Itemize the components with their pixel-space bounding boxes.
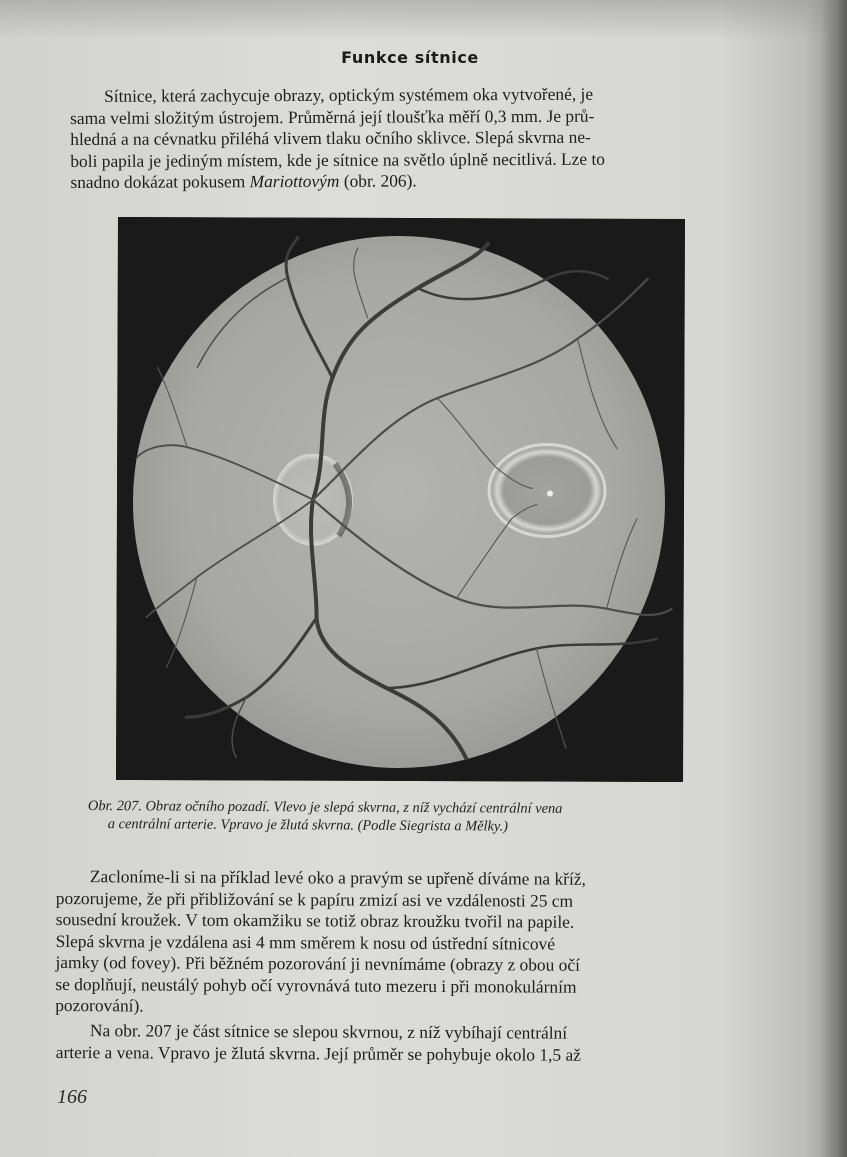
caption-text: Obraz očního pozadí. Vlevo je slepá skvrna, z níž vychází centrální vena xyxy=(145,798,563,817)
text-line: se doplňují, neustálý pohyb očí vyrovnává tuto mezeru i při monokulárním xyxy=(55,973,577,997)
text-line: boli papila je jediným místem, kde je sítnice na světlo úplně necitlivá. Lze to xyxy=(70,148,605,171)
fovea xyxy=(547,491,553,497)
text-line: sousední kroužek. V tom okamžiku se totiž obraz kroužku tvořil na papile. xyxy=(55,908,575,932)
text-line: arterie a vena. Vpravo je žlutá skvrna. Její průměr se pohybuje okolo 1,5 až xyxy=(55,1041,581,1065)
page-number: 166 xyxy=(57,1086,87,1108)
text-line: pozorujeme, že při přibližování se k papíru zmizí asi ve vzdálenosti 25 cm xyxy=(55,887,574,911)
mariotte-name: Mariottovým xyxy=(249,170,340,192)
body-paragraph xyxy=(55,866,732,1020)
text-line: pozorování). xyxy=(55,994,144,1016)
book-spine-shadow xyxy=(821,0,847,1157)
text-fragment: (obr. 206). xyxy=(339,170,417,191)
macula xyxy=(493,448,601,532)
figure-label: Obr. 207. xyxy=(87,798,142,815)
text-line: sama velmi složitým ústrojem. Průměrná její tloušťka měří 0,3 mm. Je prů- xyxy=(70,105,595,128)
text-line: Sítnice, která zachycuje obrazy, optickým systémem oka vytvořené, je xyxy=(103,83,594,106)
text-line: Slepá skvrna je vzdálena asi 4 mm směrem k nosu od ústřední sítnicové xyxy=(55,930,556,954)
text-fragment: snadno dokázat pokusem xyxy=(70,171,250,192)
caption-line: a centrální arterie. Vpravo je žlutá skvrna. (Podle Siegrista a Mělky.) xyxy=(107,816,508,835)
fundus-illustration xyxy=(116,217,685,782)
text-line: Zacloníme-li si na příklad levé oko a pravým se upřeně díváme na kříž, xyxy=(89,866,586,889)
intro-paragraph xyxy=(70,83,738,193)
top-edge-shadow xyxy=(0,0,847,40)
body-paragraph xyxy=(56,1020,728,1067)
text-line: hledná a na cévnatku přiléhá vlivem tlaku očního sklivce. Slepá skvrna ne- xyxy=(70,126,591,149)
fundus-figure xyxy=(116,217,685,782)
section-heading: Funkce sítnice xyxy=(341,48,479,67)
text-line: jamky (od fovey). Při běžném pozorování ji nevnímáme (obrazy z obou očí xyxy=(55,951,581,975)
text-line xyxy=(70,169,738,193)
text-line: Na obr. 207 je část sítnice se slepou skvrnou, z níž vybíhají centrální xyxy=(89,1020,568,1043)
figure-caption xyxy=(88,797,738,837)
